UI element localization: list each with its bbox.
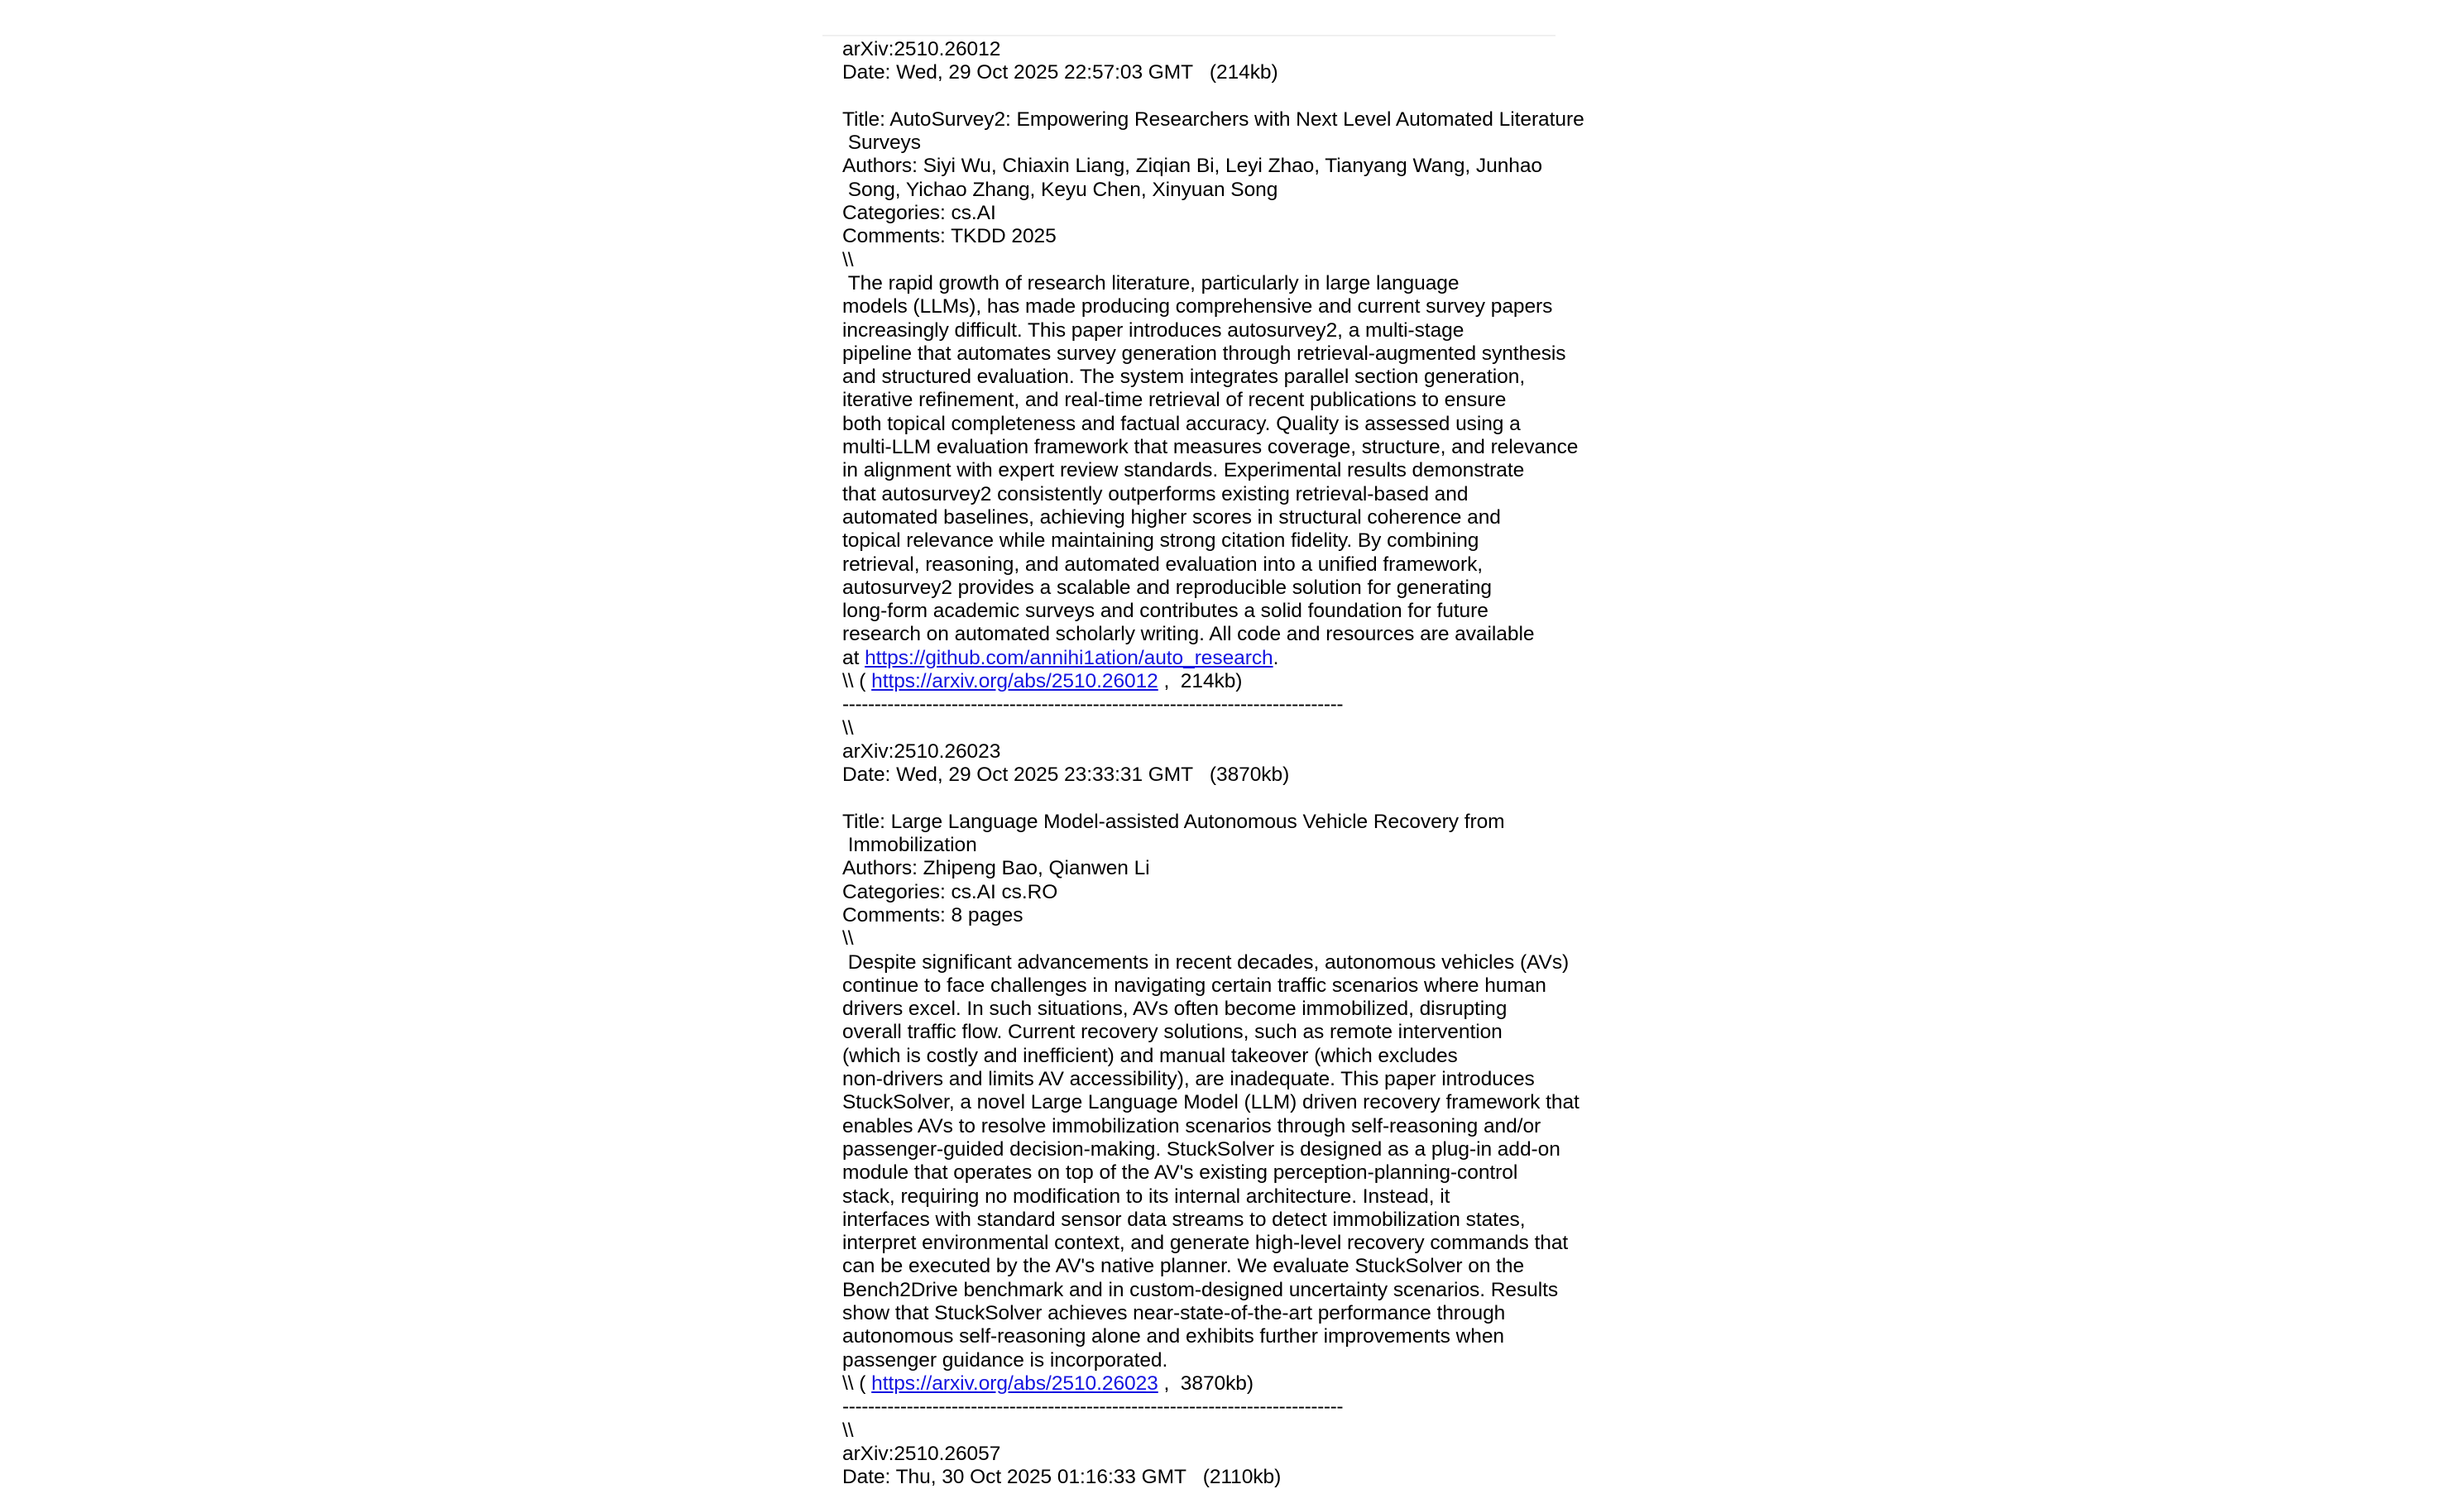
abstract-page-line: \\ ( https://arxiv.org/abs/2510.26012 , 214kb) bbox=[842, 670, 1243, 693]
abstract-line: The rapid growth of research literature, particularly in large language bbox=[842, 271, 1460, 294]
paper-categories: Categories: cs.AI bbox=[842, 202, 996, 225]
code-repository-line: at https://github.com/annihi1ation/auto_research. bbox=[842, 646, 1279, 669]
abstract-line: in alignment with expert review standards. Experimental results demonstrate bbox=[842, 459, 1525, 482]
abstract-line: passenger guidance is incorporated. bbox=[842, 1348, 1168, 1372]
abstract-line: module that operates on top of the AV's existing perception-planning-control bbox=[842, 1161, 1518, 1185]
abstract-line: and structured evaluation. The system integrates parallel section generation, bbox=[842, 366, 1526, 389]
listing-body bbox=[842, 0, 1604, 1489]
abstract-line: continue to face challenges in navigating certain traffic scenarios where human bbox=[842, 974, 1546, 997]
paper-authors: Authors: Siyi Wu, Chiaxin Liang, Ziqian Bi, Leyi Zhao, Tianyang Wang, Junhao bbox=[842, 155, 1542, 178]
arxiv-listing-document bbox=[842, 0, 1604, 1489]
abstract-line: interfaces with standard sensor data streams to detect immobilization states, bbox=[842, 1208, 1526, 1231]
abstract-line: stack, requiring no modification to its internal architecture. Instead, it bbox=[842, 1185, 1450, 1208]
abstract-line: show that StuckSolver achieves near-state-of-the-art performance through bbox=[842, 1302, 1506, 1325]
abstract-line: interpret environmental context, and generate high-level recovery commands that bbox=[842, 1232, 1569, 1255]
abstract-line: autonomous self-reasoning alone and exhibits further improvements when bbox=[842, 1325, 1505, 1348]
paper-title: Surveys bbox=[842, 132, 921, 155]
abstract-line: models (LLMs), has made producing comprehensive and current survey papers bbox=[842, 295, 1553, 318]
submission-date: Date: Wed, 29 Oct 2025 23:33:31 GMT (3870kb) bbox=[842, 764, 1290, 787]
entry-marker: \\ bbox=[842, 716, 854, 740]
abstract-line: Bench2Drive benchmark and in custom-designed uncertainty scenarios. Results bbox=[842, 1278, 1559, 1301]
abstract-line: long-form academic surveys and contributes a solid foundation for future bbox=[842, 600, 1488, 623]
abstract-line: autosurvey2 provides a scalable and reproducible solution for generating bbox=[842, 576, 1492, 599]
abstract-line: Despite significant advancements in recent decades, autonomous vehicles (AVs) bbox=[842, 950, 1570, 974]
abstract-line: pipeline that automates survey generation through retrieval-augmented synthesis bbox=[842, 342, 1566, 365]
entry-separator: ------------------------------------------------------------------------------ bbox=[842, 693, 1344, 716]
submission-date: Date: Thu, 30 Oct 2025 01:16:33 GMT (2110kb) bbox=[842, 1466, 1282, 1489]
paper-title: Title: AutoSurvey2: Empowering Researchers with Next Level Automated Literature bbox=[842, 108, 1584, 131]
abstract-line: can be executed by the AV's native planner. We evaluate StuckSolver on the bbox=[842, 1255, 1525, 1278]
spacer bbox=[842, 788, 1604, 811]
abstract-line: enables AVs to resolve immobilization scenarios through self-reasoning and/or bbox=[842, 1114, 1541, 1137]
arxiv-id: arXiv:2510.26023 bbox=[842, 740, 1001, 763]
abstract-marker: \\ bbox=[842, 927, 854, 950]
abstract-line: non-drivers and limits AV accessibility), are inadequate. This paper introduces bbox=[842, 1068, 1535, 1091]
abstract-line: (which is costly and inefficient) and manual takeover (which excludes bbox=[842, 1044, 1458, 1067]
spacer bbox=[842, 85, 1604, 108]
paper-categories: Categories: cs.AI cs.RO bbox=[842, 880, 1058, 903]
external-link[interactable]: https://arxiv.org/abs/2510.26023 bbox=[871, 1372, 1158, 1395]
abstract-line: both topical completeness and factual accuracy. Quality is assessed using a bbox=[842, 412, 1521, 435]
abstract-line: research on automated scholarly writing. All code and resources are available bbox=[842, 623, 1535, 646]
submission-date: Date: Wed, 29 Oct 2025 22:57:03 GMT (214kb) bbox=[842, 61, 1278, 84]
paper-authors: Authors: Zhipeng Bao, Qianwen Li bbox=[842, 857, 1150, 880]
paper-title: Immobilization bbox=[842, 834, 977, 857]
abstract-line: that autosurvey2 consistently outperforms existing retrieval-based and bbox=[842, 482, 1469, 505]
abstract-line: retrieval, reasoning, and automated evaluation into a unified framework, bbox=[842, 553, 1484, 576]
abstract-line: iterative refinement, and real-time retrieval of recent publications to ensure bbox=[842, 389, 1507, 412]
paper-authors: Song, Yichao Zhang, Keyu Chen, Xinyuan Song bbox=[842, 178, 1278, 201]
abstract-line: increasingly difficult. This paper introduces autosurvey2, a multi-stage bbox=[842, 318, 1464, 342]
abstract-line: passenger-guided decision-making. StuckSolver is designed as a plug-in add-on bbox=[842, 1137, 1560, 1161]
abstract-line: overall traffic flow. Current recovery solutions, such as remote intervention bbox=[842, 1021, 1503, 1044]
abstract-page-line: \\ ( https://arxiv.org/abs/2510.26023 , 3870kb) bbox=[842, 1372, 1254, 1395]
abstract-line: multi-LLM evaluation framework that measures coverage, structure, and relevance bbox=[842, 436, 1579, 459]
paper-comments: Comments: TKDD 2025 bbox=[842, 225, 1057, 248]
arxiv-id: arXiv:2510.26012 bbox=[842, 38, 1001, 60]
external-link[interactable]: https://github.com/annihi1ation/auto_research bbox=[865, 646, 1273, 669]
abstract-line: drivers excel. In such situations, AVs often become immobilized, disrupting bbox=[842, 998, 1508, 1021]
external-link[interactable]: https://arxiv.org/abs/2510.26012 bbox=[871, 670, 1158, 693]
arxiv-id: arXiv:2510.26057 bbox=[842, 1442, 1001, 1465]
abstract-marker: \\ bbox=[842, 248, 854, 271]
paper-comments: Comments: 8 pages bbox=[842, 903, 1023, 926]
paper-title: Title: Large Language Model-assisted Autonomous Vehicle Recovery from bbox=[842, 810, 1505, 833]
abstract-line: automated baselines, achieving higher scores in structural coherence and bbox=[842, 505, 1501, 529]
abstract-line: topical relevance while maintaining strong citation fidelity. By combining bbox=[842, 529, 1479, 553]
entry-separator: ------------------------------------------------------------------------------ bbox=[842, 1396, 1344, 1419]
entry-marker: \\ bbox=[842, 1419, 854, 1442]
abstract-line: StuckSolver, a novel Large Language Model (LLM) driven recovery framework that bbox=[842, 1091, 1580, 1114]
